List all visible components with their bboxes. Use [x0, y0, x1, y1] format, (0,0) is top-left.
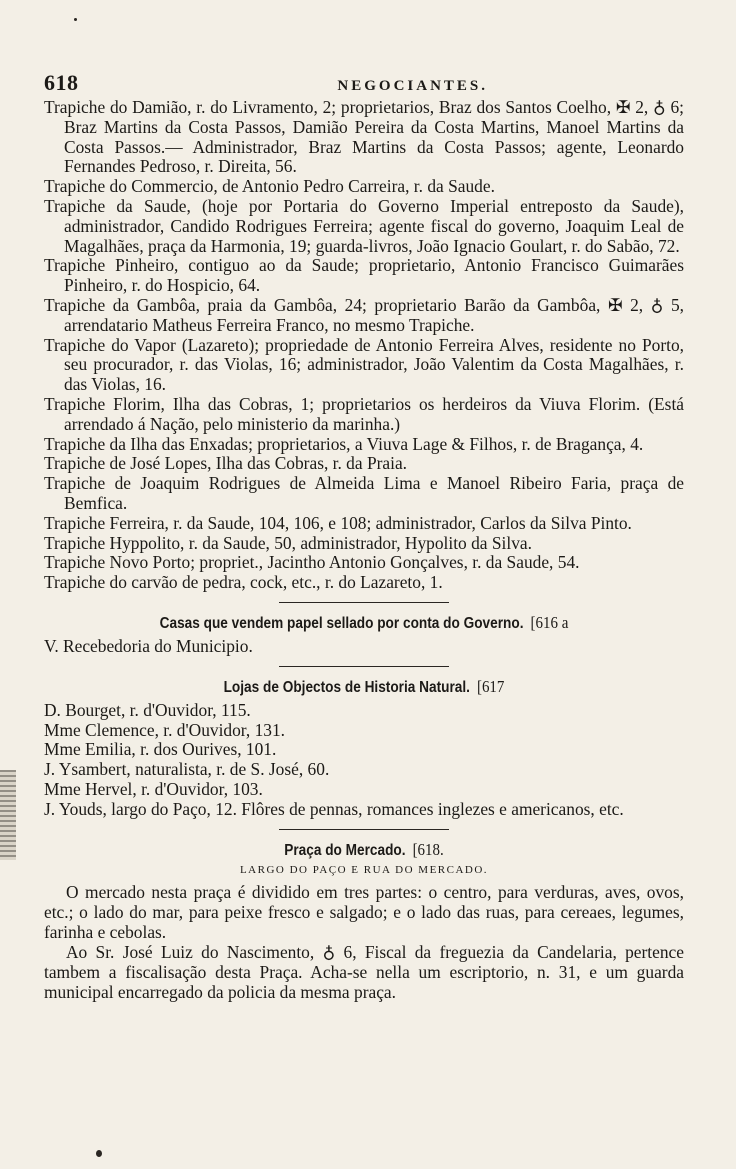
section-ref: [617 [476, 676, 505, 696]
section-title-text: Lojas de Objectos de Historia Natural. [223, 678, 470, 696]
paragraph: Ao Sr. José Luiz do Nascimento, ♁ 6, Fiscal da freguezia da Candelaria, pertence tambem a fiscalisação desta Praça. Acha-se nella um escriptorio, n. 31, e um guarda municipal encarregado da policia da mesma praça. [44, 941, 684, 1002]
page-number: 618 [44, 70, 79, 95]
binding-edge [0, 770, 16, 860]
section-divider [279, 666, 449, 667]
section-mercado [44, 840, 684, 1002]
paragraph: O mercado nesta praça é dividido em tres partes: o centro, para verduras, aves, ovos, etc.; o lado do mar, para peixe fresco e salgado; e o lado das ruas, para cereaes, legumes, farinha e cebolas. [44, 881, 684, 942]
page-header [44, 70, 684, 96]
section-title-text: Praça do Mercado. [284, 841, 406, 859]
list-item: Trapiche do Commercio, de Antonio Pedro Carreira, r. da Saude. [44, 176, 495, 197]
ink-speck [96, 1150, 102, 1157]
list-item: Trapiche do carvão de pedra, cock, etc., r. do Lazareto, 1. [44, 572, 443, 593]
list-item: Mme Hervel, r. d'Ouvidor, 103. [44, 778, 263, 799]
list-item: Trapiche Novo Porto; propriet., Jacintho Antonio Gonçalves, r. da Saude, 54. [44, 552, 580, 573]
page [44, 70, 684, 1002]
trapiche-list [44, 98, 684, 593]
section-divider [279, 829, 449, 830]
section-subtitle: LARGO DO PAÇO E RUA DO MERCADO. [239, 863, 489, 876]
list-item: J. Youds, largo do Paço, 12. Flôres de pennas, romances inglezes e americanos, etc. [44, 798, 624, 819]
list-item: Trapiche da Gambôa, praia da Gambôa, 24; proprietario Barão da Gambôa, ✠ 2, ♁ 5, arrendatario Matheus Ferreira Franco, no mesmo Trapiche. [44, 294, 684, 335]
section-title [82, 840, 645, 860]
running-head: NEGOCIANTES. [337, 78, 488, 94]
list-item: Trapiche da Saude, (hoje por Portaria do Governo Imperial entreposto da Saude), administrador, Candido Rodrigues Ferreira; agente fiscal do governo, Joaquim Leal de Magalhães, praça da Harmonia, 19; guarda-livros, João Ignacio Goulart, r. do Sabão, 72. [44, 195, 684, 256]
section-ref: [616 a [530, 612, 569, 632]
list-item: Trapiche do Vapor (Lazareto); propriedade de Antonio Ferreira Alves, residente no Porto, seu procurador, r. das Violas, 16; administrador, João Valentim da Costa Magalhães, r. das Violas, 16. [44, 334, 684, 395]
list-item: Mme Emilia, r. dos Ourives, 101. [44, 739, 277, 760]
list-item: Trapiche da Ilha das Enxadas; proprietarios, a Viuva Lage & Filhos, r. de Bragança, 4. [44, 433, 644, 454]
list-item: Mme Clemence, r. d'Ouvidor, 131. [44, 719, 286, 740]
section-title-text: Casas que vendem papel sellado por conta do Governo. [159, 614, 524, 632]
list-item: Trapiche de José Lopes, Ilha das Cobras, r. da Praia. [44, 453, 408, 474]
list-item: Trapiche do Damião, r. do Livramento, 2; proprietarios, Braz dos Santos Coelho, ✠ 2, ♁ 6; Braz Martins da Costa Passos, Damião Pereira da Costa Martins, Manoel Martins da Costa Passos.— Administrador, Braz Martins da Costa Passos; agente, Leonardo Fernandes Pedroso, r. Direita, 56. [44, 97, 684, 177]
list-item: Trapiche Ferreira, r. da Saude, 104, 106, e 108; administrador, Carlos da Silva Pinto. [44, 512, 632, 533]
list-item: Trapiche de Joaquim Rodrigues de Almeida Lima e Manoel Ribeiro Faria, praça de Bemfica. [44, 473, 684, 513]
list-item: V. Recebedoria do Municipio. [44, 635, 253, 656]
list-item: D. Bourget, r. d'Ouvidor, 115. [44, 699, 251, 720]
list-item: Trapiche Hyppolito, r. da Saude, 50, administrador, Hypolito da Silva. [44, 532, 532, 553]
section-historia-natural [44, 677, 684, 820]
ink-speck [74, 18, 77, 21]
list-item: Trapiche Florim, Ilha das Cobras, 1; proprietarios os herdeiros da Viuva Florim. (Está arrendado á Nação, pelo ministerio da marinha.) [44, 393, 684, 434]
list-item: Trapiche Pinheiro, contiguo ao da Saude; proprietario, Antonio Francisco Guimarães Pinheiro, r. do Hospicio, 64. [44, 255, 684, 296]
section-ref: [618. [412, 839, 444, 859]
list-item: J. Ysambert, naturalista, r. de S. José, 60. [44, 759, 330, 780]
section-title [82, 613, 645, 633]
section-divider [279, 602, 449, 603]
section-title [82, 677, 645, 697]
section-papel-sellado [44, 613, 684, 657]
